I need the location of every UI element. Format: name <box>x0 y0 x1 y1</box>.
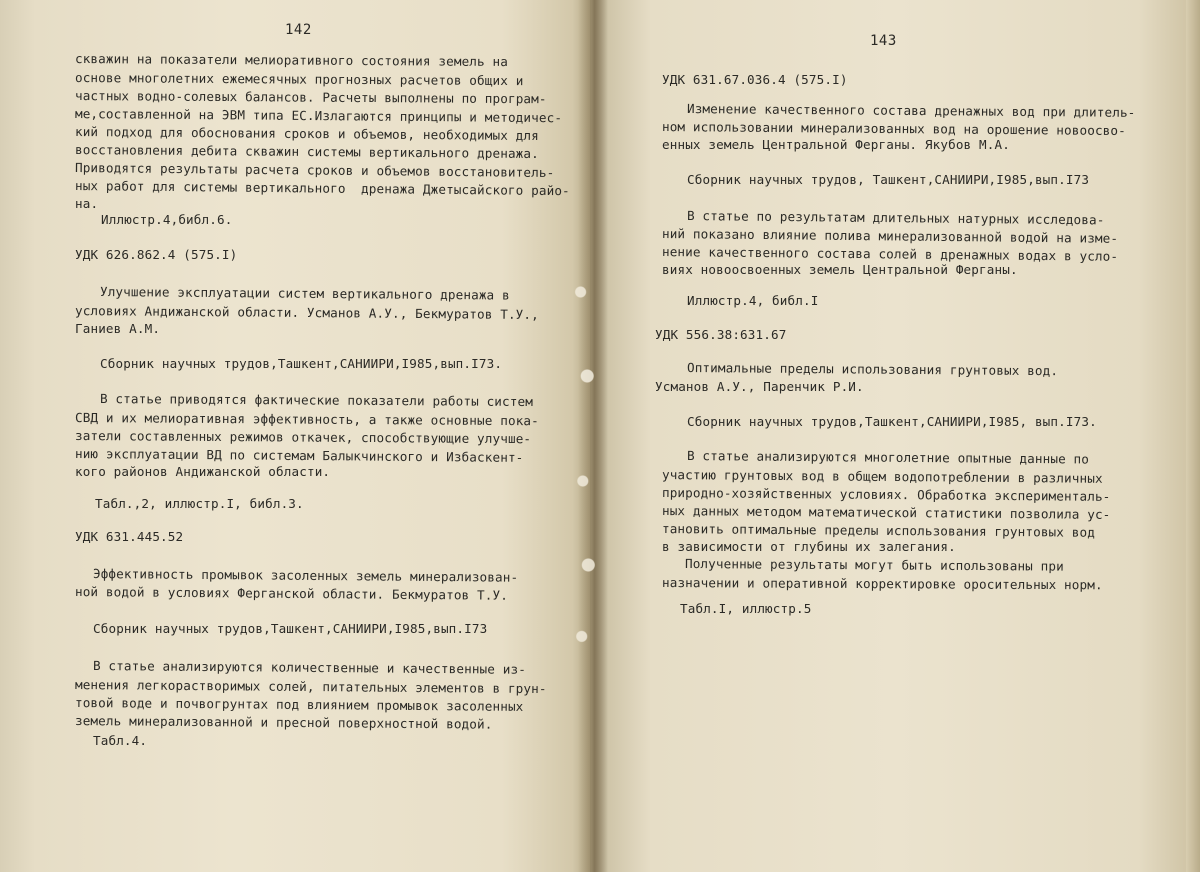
page-number: 142 <box>285 22 312 38</box>
text-line: УДК 631.67.036.4 (575.I) <box>662 72 848 87</box>
text-line: Эффективность промывок засоленных земель минерализован- <box>92 566 519 585</box>
text-line: условиях Андижанской области. Усманов А.У., Бекмуратов Т.У., <box>74 303 539 323</box>
text-line: частных водно-солевых балансов. Расчеты выполнены по програм- <box>74 88 547 107</box>
text-line: тановить оптимальные пределы использования грунтовых вод <box>661 521 1096 540</box>
text-line: Иллюстр.4, библ.I <box>687 293 819 308</box>
text-line: восстановления дебита скважин системы вертикального дренажа. <box>74 142 539 162</box>
text-line: кий подход для обоснования сроков и объемов, необходимых для <box>74 124 539 144</box>
text-line: В статье анализируются многолетние опытные данные по <box>686 448 1090 467</box>
text-line: ном использовании минерализованных вод на орошение новоосво- <box>661 119 1126 139</box>
text-line: Полученные результаты могут быть использованы при <box>684 556 1064 574</box>
text-line: Изменение качественного состава дренажных вод при длитель- <box>686 101 1136 120</box>
text-line: нение качественного состава солей в дренажных водах в усло- <box>661 244 1119 264</box>
text-line: Ганиев А.М. <box>75 321 161 336</box>
text-line: СВД и их мелиоративная эффективность, а также основные пока- <box>74 410 539 429</box>
left-page <box>0 0 590 872</box>
right-page <box>590 0 1200 872</box>
text-line: виях новоосвоенных земель Центральной Ферганы. <box>662 262 1018 277</box>
text-line: Табл.4. <box>93 733 148 748</box>
text-line: земель минерализованной и пресной поверхностной водой. <box>74 713 493 732</box>
text-line: товой воде и почвогрунтах под влиянием промывок засоленных <box>74 695 524 714</box>
page-edge <box>1186 0 1200 872</box>
text-line: Иллюстр.4,библ.6. <box>101 212 233 227</box>
text-line: В статье приводятся фактические показатели работы систем <box>99 391 534 410</box>
text-line: основе многолетних ежемесячных прогнозных расчетов общих и <box>74 70 524 89</box>
text-line: ний показано влияние полива минерализованной водой на изме- <box>661 226 1119 246</box>
text-line: В статье по результатам длительных натурных исследова- <box>686 208 1105 228</box>
text-line: в зависимости от глубины их залегания. <box>662 539 956 554</box>
text-line: природно-хозяйственных условиях. Обработка эксперименталь- <box>661 485 1111 504</box>
page-number: 143 <box>870 33 897 49</box>
text-line: Сборник научных трудов,Ташкент,САНИИРИ,I985,вып.I73 <box>93 621 488 636</box>
text-line: В статье анализируются количественные и качественные из- <box>92 658 527 677</box>
text-line: Сборник научных трудов, Ташкент,САНИИРИ,I985,вып.I73 <box>687 172 1090 187</box>
text-line: енных земель Центральной Ферганы. Якубов М.А. <box>662 137 1010 152</box>
text-line: Оптимальные пределы использования грунтовых вод. <box>686 360 1059 379</box>
text-line: Приводятся результаты расчета сроков и объемов восстановитель- <box>74 160 555 181</box>
text-line: ных работ для системы вертикального дренажа Джетысайского райо- <box>74 178 570 199</box>
text-line: УДК 631.445.52 <box>75 529 184 544</box>
text-line: скважин на показатели мелиоративного состояния земель на <box>74 51 509 70</box>
text-line: кого районов Андижанской области. <box>75 464 331 479</box>
text-line: ме,составленной на ЭВМ типа ЕС.Излагаются принципы и методичес- <box>74 106 563 126</box>
text-line: УДК 626.862.4 (575.I) <box>75 247 238 262</box>
text-line: назначении и оперативной корректировке оросительных норм. <box>661 575 1103 593</box>
text-line: Улучшение эксплуатации систем вертикального дренажа в <box>99 284 510 303</box>
text-line: УДК 556.38:631.67 <box>655 327 787 342</box>
text-line: на. <box>75 196 99 211</box>
text-line: Табл.,2, иллюстр.I, библ.3. <box>95 496 304 511</box>
text-line: Сборник научных трудов,Ташкент,САНИИРИ,I985, вып.I73. <box>687 414 1097 429</box>
text-line: менения легкорастворимых солей, питательных элементов в грун- <box>74 677 547 697</box>
text-line: Усманов А.У., Паренчик Р.И. <box>655 379 864 394</box>
text-line: Сборник научных трудов,Ташкент,САНИИРИ,I985,вып.I73. <box>100 356 503 371</box>
text-line: ных данных методом математической статистики позволила ус- <box>661 503 1111 522</box>
text-line: участию грунтовых вод в общем водопотреблении в различных <box>661 467 1103 486</box>
text-line: ной водой в условиях Ферганской области. Бекмуратов Т.У. <box>74 584 509 603</box>
text-line: Табл.I, иллюстр.5 <box>680 601 812 616</box>
torn-edge <box>574 250 596 670</box>
text-line: нию эксплуатации ВД по системам Балыкчинского и Избаскент- <box>74 446 524 465</box>
text-line: затели составленных режимов откачек, способствующие улучше- <box>74 428 532 447</box>
